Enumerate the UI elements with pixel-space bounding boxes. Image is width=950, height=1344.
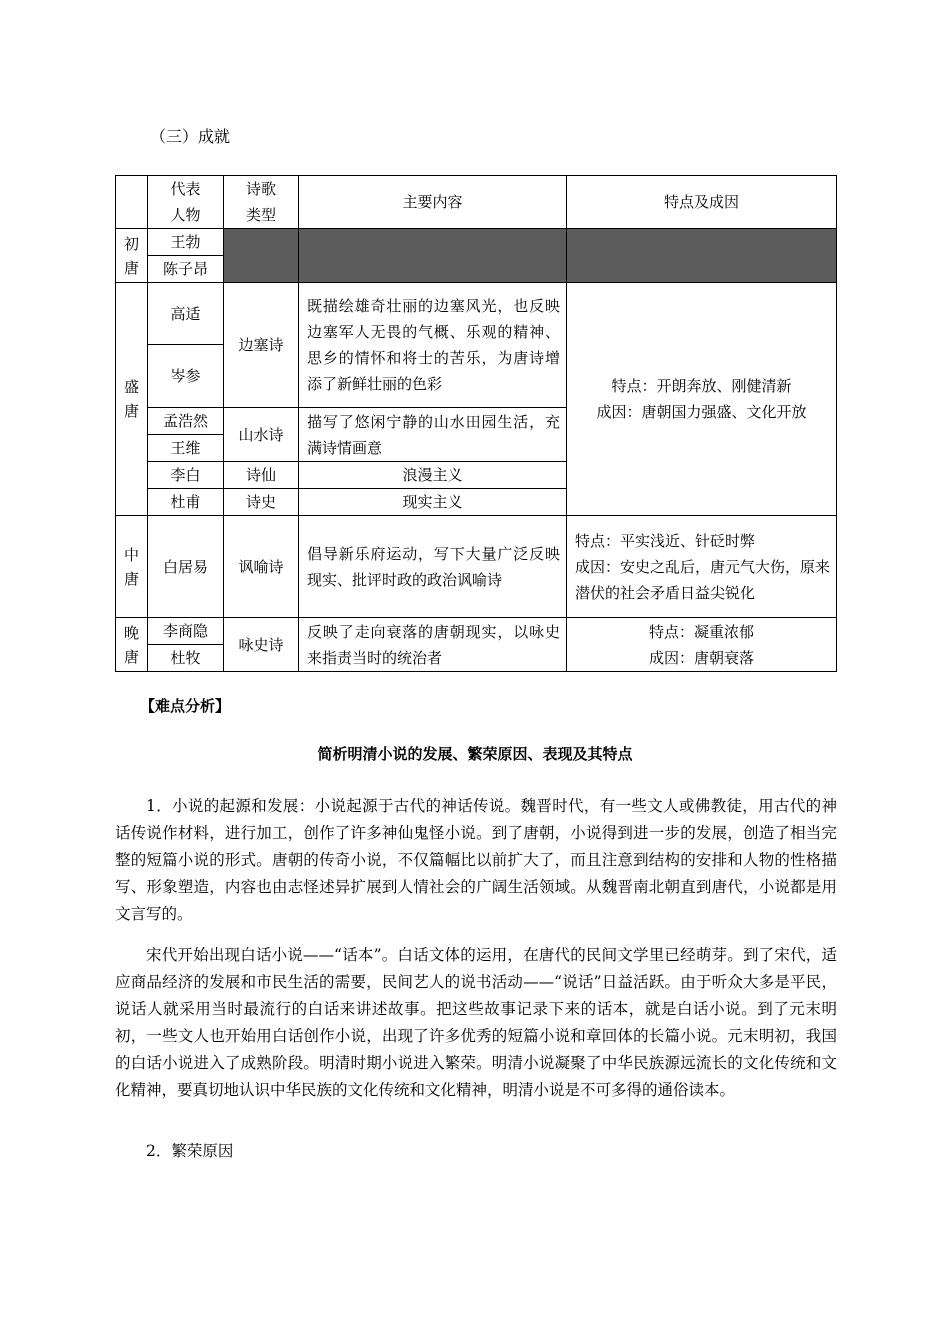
table-row	[116, 229, 837, 256]
era-sheng-tang: 盛 唐	[116, 283, 148, 516]
type-cell: 诗仙	[224, 462, 299, 489]
header-type: 诗歌 类型	[224, 176, 299, 229]
shaded-cell	[567, 229, 837, 283]
person-cell: 岑参	[148, 345, 224, 408]
header-content: 主要内容	[299, 176, 567, 229]
person-cell: 李白	[148, 462, 224, 489]
content-cell: 倡导新乐府运动，写下大量广泛反映现实、批评时政的政治讽喻诗	[299, 516, 567, 618]
table-row	[116, 516, 837, 618]
type-cell: 诗史	[224, 489, 299, 516]
person-cell: 王勃	[148, 229, 224, 256]
difficulty-heading: 【难点分析】	[140, 697, 231, 715]
person-cell: 陈子昂	[148, 256, 224, 283]
header-era-cell	[116, 176, 148, 229]
content-cell: 既描绘雄奇壮丽的边塞风光，也反映边塞军人无畏的气概、乐观的精神、思乡的情怀和将士的苦乐，为唐诗增添了新鲜壮丽的色彩	[299, 283, 567, 408]
header-person: 代表 人物	[148, 176, 224, 229]
person-cell: 杜甫	[148, 489, 224, 516]
type-cell: 边塞诗	[224, 283, 299, 408]
feature-cell: 特点：凝重浓郁 成因：唐朝衰落	[567, 618, 837, 672]
person-cell: 王维	[148, 435, 224, 462]
table-row	[116, 618, 837, 645]
feature-cell: 特点：开朗奔放、刚健清新 成因：唐朝国力强盛、文化开放	[567, 283, 837, 516]
person-cell: 白居易	[148, 516, 224, 618]
shaded-cell	[299, 229, 567, 283]
achievement-table	[115, 175, 837, 672]
table-header-row	[116, 176, 837, 229]
content-cell: 浪漫主义	[299, 462, 567, 489]
type-cell: 山水诗	[224, 408, 299, 462]
person-cell: 杜牧	[148, 645, 224, 672]
header-feature: 特点及成因	[567, 176, 837, 229]
person-cell: 高适	[148, 283, 224, 345]
era-wan-tang: 晚 唐	[116, 618, 148, 672]
type-cell: 咏史诗	[224, 618, 299, 672]
paragraph-reasons: 2．繁荣原因	[146, 1142, 234, 1160]
content-cell: 反映了走向衰落的唐朝现实，以咏史来指责当时的统治者	[299, 618, 567, 672]
content-cell: 现实主义	[299, 489, 567, 516]
content-cell: 描写了悠闲宁静的山水田园生活，充满诗情画意	[299, 408, 567, 462]
section-label: （三）成就	[150, 127, 231, 146]
table-row	[116, 283, 837, 345]
feature-cell: 特点：平实浅近、针砭时弊 成因：安史之乱后，唐元气大伤，原来潜伏的社会矛盾日益尖锐化	[567, 516, 837, 618]
person-cell: 李商隐	[148, 618, 224, 645]
section-subtitle: 简析明清小说的发展、繁荣原因、表现及其特点	[317, 745, 633, 763]
type-cell: 讽喻诗	[224, 516, 299, 618]
era-zhong-tang: 中 唐	[116, 516, 148, 618]
person-cell: 孟浩然	[148, 408, 224, 435]
shaded-cell	[224, 229, 299, 283]
paragraph-song: 宋代开始出现白话小说——“话本”。白话文体的运用，在唐代的民间文学里已经萌芽。到了宋代，适应商品经济的发展和市民生活的需要，民间艺人的说书活动——“说话”日益活跃。由于听众大多是平民，说话人就采用当时最流行的白话来讲述故事。把这些故事记录下来的话本，就是白话小说。到了元末明初，一些文人也开始用白话创作小说，出现了许多优秀的短篇小说和章回体的长篇小说。元末明初，我国的白话小说进入了成熟阶段。明清时期小说进入繁荣。明清小说凝聚了中华民族源远流长的文化传统和文化精神，要真切地认识中华民族的文化传统和文化精神，明清小说是不可多得的通俗读本。	[115, 946, 837, 1099]
era-chu-tang: 初 唐	[116, 229, 148, 283]
paragraph-origin: 1．小说的起源和发展：小说起源于古代的神话传说。魏晋时代，有一些文人或佛教徒，用古代的神话传说作材料，进行加工，创作了许多神仙鬼怪小说。到了唐朝，小说得到进一步的发展，创造了相当完整的短篇小说的形式。唐朝的传奇小说，不仅篇幅比以前扩大了，而且注意到结构的安排和人物的性格描写、形象塑造，内容也由志怪述异扩展到人情社会的广阔生活领域。从魏晋南北朝直到唐代，小说都是用文言写的。	[115, 797, 837, 923]
